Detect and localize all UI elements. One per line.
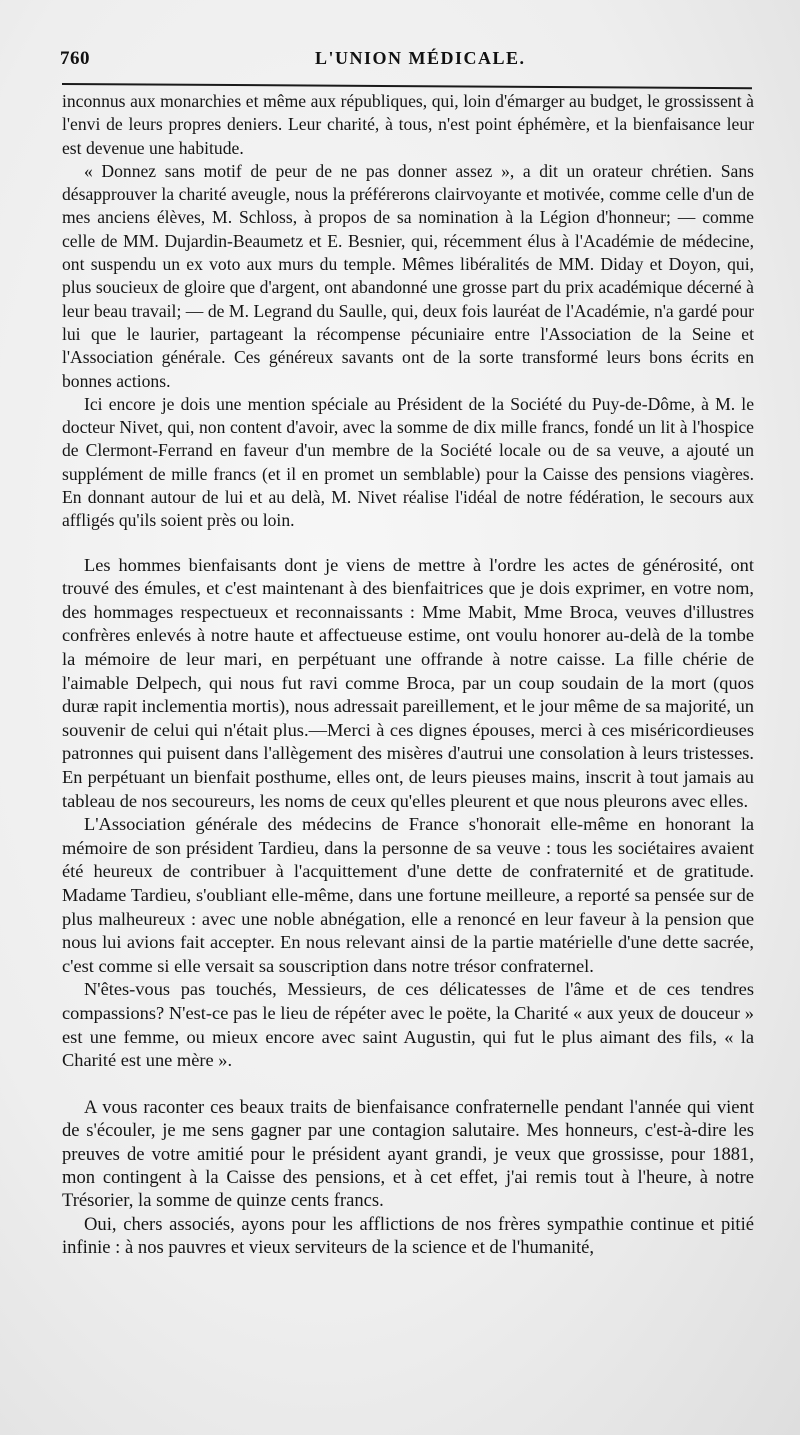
page-number: 760 (60, 48, 90, 69)
header-rule (62, 83, 752, 89)
paragraph-1: inconnus aux monarchies et même aux républiques, qui, loin d'émarger au budget, le grossissent à l'envi de leurs propres deniers. Leur charité, à tous, n'est point éphémère, et la bienfaisance leur est devenue une habitude. (62, 91, 754, 158)
paragraph-5: L'Association générale des médecins de France s'honorait elle-même en honorant la mémoire de son président Tardieu, dans la personne de sa veuve : tous les sociétaires avaient été heureux de contribuer à l'acquittement d'une dette de confraternité et de gratitude. Madame Tardieu, s'oubliant elle-même, dans une fortune meilleure, a reporté sa pensée sur de plus malheureux : avec une noble abnégation, elle a renoncé en leur faveur à la pension que nous lui avions fait accepter. En nous relevant ainsi de la partie matérielle d'une dette sacrée, c'est comme si elle versait sa souscription dans notre trésor confraternel. (62, 814, 754, 976)
body-text (62, 90, 754, 1260)
paragraph-2: « Donnez sans motif de peur de ne pas donner assez », a dit un orateur chrétien. Sans désapprouver la charité aveugle, nous la préférerons clairvoyante et motivée, comme celle d'un de mes anciens élèves, M. Schloss, à propos de sa nomination à la Légion d'honneur; — comme celle de MM. Dujardin-Beaumetz et E. Besnier, qui, récemment élus à l'Académie de médecine, ont suspendu un ex voto aux murs du temple. Mêmes libéralités de MM. Diday et Doyon, qui, plus soucieux de gloire que d'argent, ont abandonné une grosse part du prix académique décerné à leur beau travail; — de M. Legrand du Saulle, qui, deux fois lauréat de l'Académie, n'a gardé pour lui que le laurier, partageant la récompense pécuniaire entre l'Association de la Seine et l'Association générale. Ces généreux savants ont de la sorte transformé leurs bons écrits en bonnes actions. (62, 160, 754, 391)
page-header (60, 44, 760, 74)
paragraph-7: A vous raconter ces beaux traits de bienfaisance confraternelle pendant l'année qui vient de s'écouler, je me sens gagner par une contagion salutaire. Mes honneurs, c'est-à-dire les preuves de votre amitié pour le président ayant grandi, je veux que grossisse, pour 1881, mon contingent à la Caisse des pensions, et à cet effet, j'ai remis tout à l'heure, à notre Trésorier, la somme de quinze cents francs. (62, 1096, 754, 1212)
running-title: L'UNION MÉDICALE. (315, 48, 526, 68)
paragraph-3: Ici encore je dois une mention spéciale au Président de la Société du Puy-de-Dôme, à M. le docteur Nivet, qui, non content d'avoir, avec la somme de dix mille francs, fondé un lit à l'hospice de Clermont-Ferrand en faveur d'un membre de la Société locale ou de sa veuve, a ajouté un supplément de mille francs (et il en promet un semblable) pour la Caisse des pensions viagères. En donnant autour de lui et au delà, M. Nivet réalise l'idéal de notre fédération, le secours aux affligés qu'ils soient près ou loin. (62, 393, 754, 531)
paragraph-6: N'êtes-vous pas touchés, Messieurs, de ces délicatesses de l'âme et de ces tendres compassions? N'est-ce pas le lieu de répéter avec le poëte, la Charité « aux yeux de douceur » est une femme, ou mieux encore avec saint Augustin, qui fut le plus aimant des fils, « la Charité est une mère ». (62, 979, 754, 1071)
paragraph-4: Les hommes bienfaisants dont je viens de mettre à l'ordre les actes de générosité, ont trouvé des émules, et c'est maintenant à des bienfaitrices que je dois exprimer, en votre nom, des hommages respectueux et reconnaissants : Mme Mabit, Mme Broca, veuves d'illustres confrères enlevés à notre haute et affectueuse estime, ont voulu honorer au-delà de la tombe la mémoire de leur mari, en perpétuant une offrande à notre caisse. La fille chérie de l'aimable Delpech, qui nous fut ravi comme Broca, par un coup soudain de la mort (quos duræ rapit inclementia mortis), nous adressait pareillement, et le jour même de sa majorité, un souvenir de celui qui n'était plus.—Merci à ces dignes épouses, merci à ces miséricordieuses patronnes qui puisent dans l'allègement des misères d'autrui une consolation à leurs tristesses. En perpétuant un bienfait posthume, elles ont, de leurs pieuses mains, inscrit à tout jamais au tableau de nos secoureurs, les noms de ceux qu'elles pleurent et que nous pleurons avec elles. (62, 554, 754, 811)
paragraph-8: Oui, chers associés, ayons pour les afflictions de nos frères sympathie continue et pitié infinie : à nos pauvres et vieux serviteurs de la science et de l'humanité, (62, 1213, 754, 1259)
